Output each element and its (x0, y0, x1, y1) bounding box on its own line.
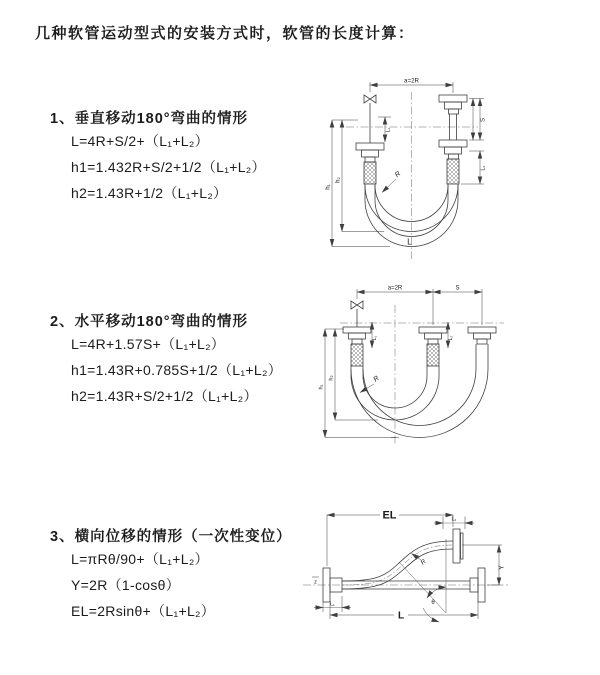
hose-displaced (342, 541, 453, 581)
valve-icon (364, 95, 376, 103)
formula-line: L=πRθ/90+（L₁+L₂） (71, 551, 209, 567)
valve-icon (351, 301, 363, 309)
section-2 (50, 310, 282, 409)
dim-label-r: R (393, 170, 403, 180)
section-3 (50, 525, 292, 624)
page-title: 几种软管运动型式的安装方式时，软管的长度计算： (35, 25, 415, 42)
hose-assembly (343, 301, 496, 438)
formula-line: h2=1.43R+1/2（L₁+L₂） (71, 185, 228, 201)
dim-label-span: a=2R (387, 285, 403, 292)
dimension-lines (312, 515, 502, 619)
formula-line: Y=2R（1-cosθ） (71, 577, 181, 593)
dim-label-r: R (419, 558, 428, 567)
dim-label-span: a=2R (404, 77, 419, 85)
dimension-labels (314, 510, 505, 622)
dim-label-l2: L₂ (448, 335, 454, 341)
formula-line: EL=2Rsinθ+（L₁+L₂） (71, 603, 216, 619)
dim-label-r: R (372, 375, 381, 384)
dim-label-h2: h₂ (328, 375, 335, 381)
dim-label-l1: L₁ (372, 335, 378, 341)
diagram-lateral-displacement (296, 503, 596, 648)
section-1 (50, 107, 266, 206)
axis-mark: z (314, 579, 317, 586)
formula-line: h1=1.432R+S/2+1/2（L₁+L₂） (71, 159, 266, 175)
dim-label-l1: L₁ (330, 601, 335, 608)
braid-section (427, 344, 439, 366)
dim-label-l: L (397, 610, 405, 622)
dim-label-el: EL (382, 509, 397, 522)
dim-label-h2: h₂ (335, 177, 342, 183)
formula-line: L=4R+S/2+（L₁+L₂） (71, 133, 209, 149)
braid-section (364, 162, 376, 184)
centerlines (340, 305, 504, 444)
braid-section (447, 159, 459, 184)
diagram-horizontal-movement (312, 281, 552, 446)
hose-bend-shifted (351, 369, 488, 438)
formula-line: h2=1.43R+S/2+1/2（L₁+L₂） (71, 388, 258, 404)
dim-label-l: L (407, 236, 412, 247)
hose-assembly (323, 529, 485, 602)
section-3-heading: 3、横向位移的情形（一次性变位） (50, 529, 292, 545)
diagram-vertical-movement (312, 72, 552, 262)
section-2-heading: 2、水平移动180°弯曲的情形 (50, 314, 249, 330)
section-1-heading: 1、垂直移动180°弯曲的情形 (50, 111, 249, 127)
formula-line: h1=1.43R+0.785S+1/2（L₁+L₂） (71, 362, 282, 378)
dim-label-s: S (455, 285, 460, 292)
dimension-labels (319, 286, 460, 390)
angle-construction (399, 539, 446, 622)
braid-section (351, 344, 363, 366)
dim-label-s: S (480, 117, 487, 123)
dim-label-l2: L₂ (451, 516, 457, 523)
centerlines (303, 545, 508, 585)
formula-line: L=4R+1.57S+（L₁+L₂） (71, 336, 226, 352)
dim-label-y: Y (498, 565, 506, 570)
dimension-lines (325, 289, 482, 438)
radius-leader (382, 179, 396, 193)
dim-label-l1: L₁ (385, 127, 392, 133)
dim-label-l2: L₂ (480, 165, 487, 171)
dim-label-h1: h₁ (318, 384, 325, 390)
dim-label-theta: θ (431, 600, 435, 606)
dim-label-h1: h₁ (325, 184, 332, 190)
